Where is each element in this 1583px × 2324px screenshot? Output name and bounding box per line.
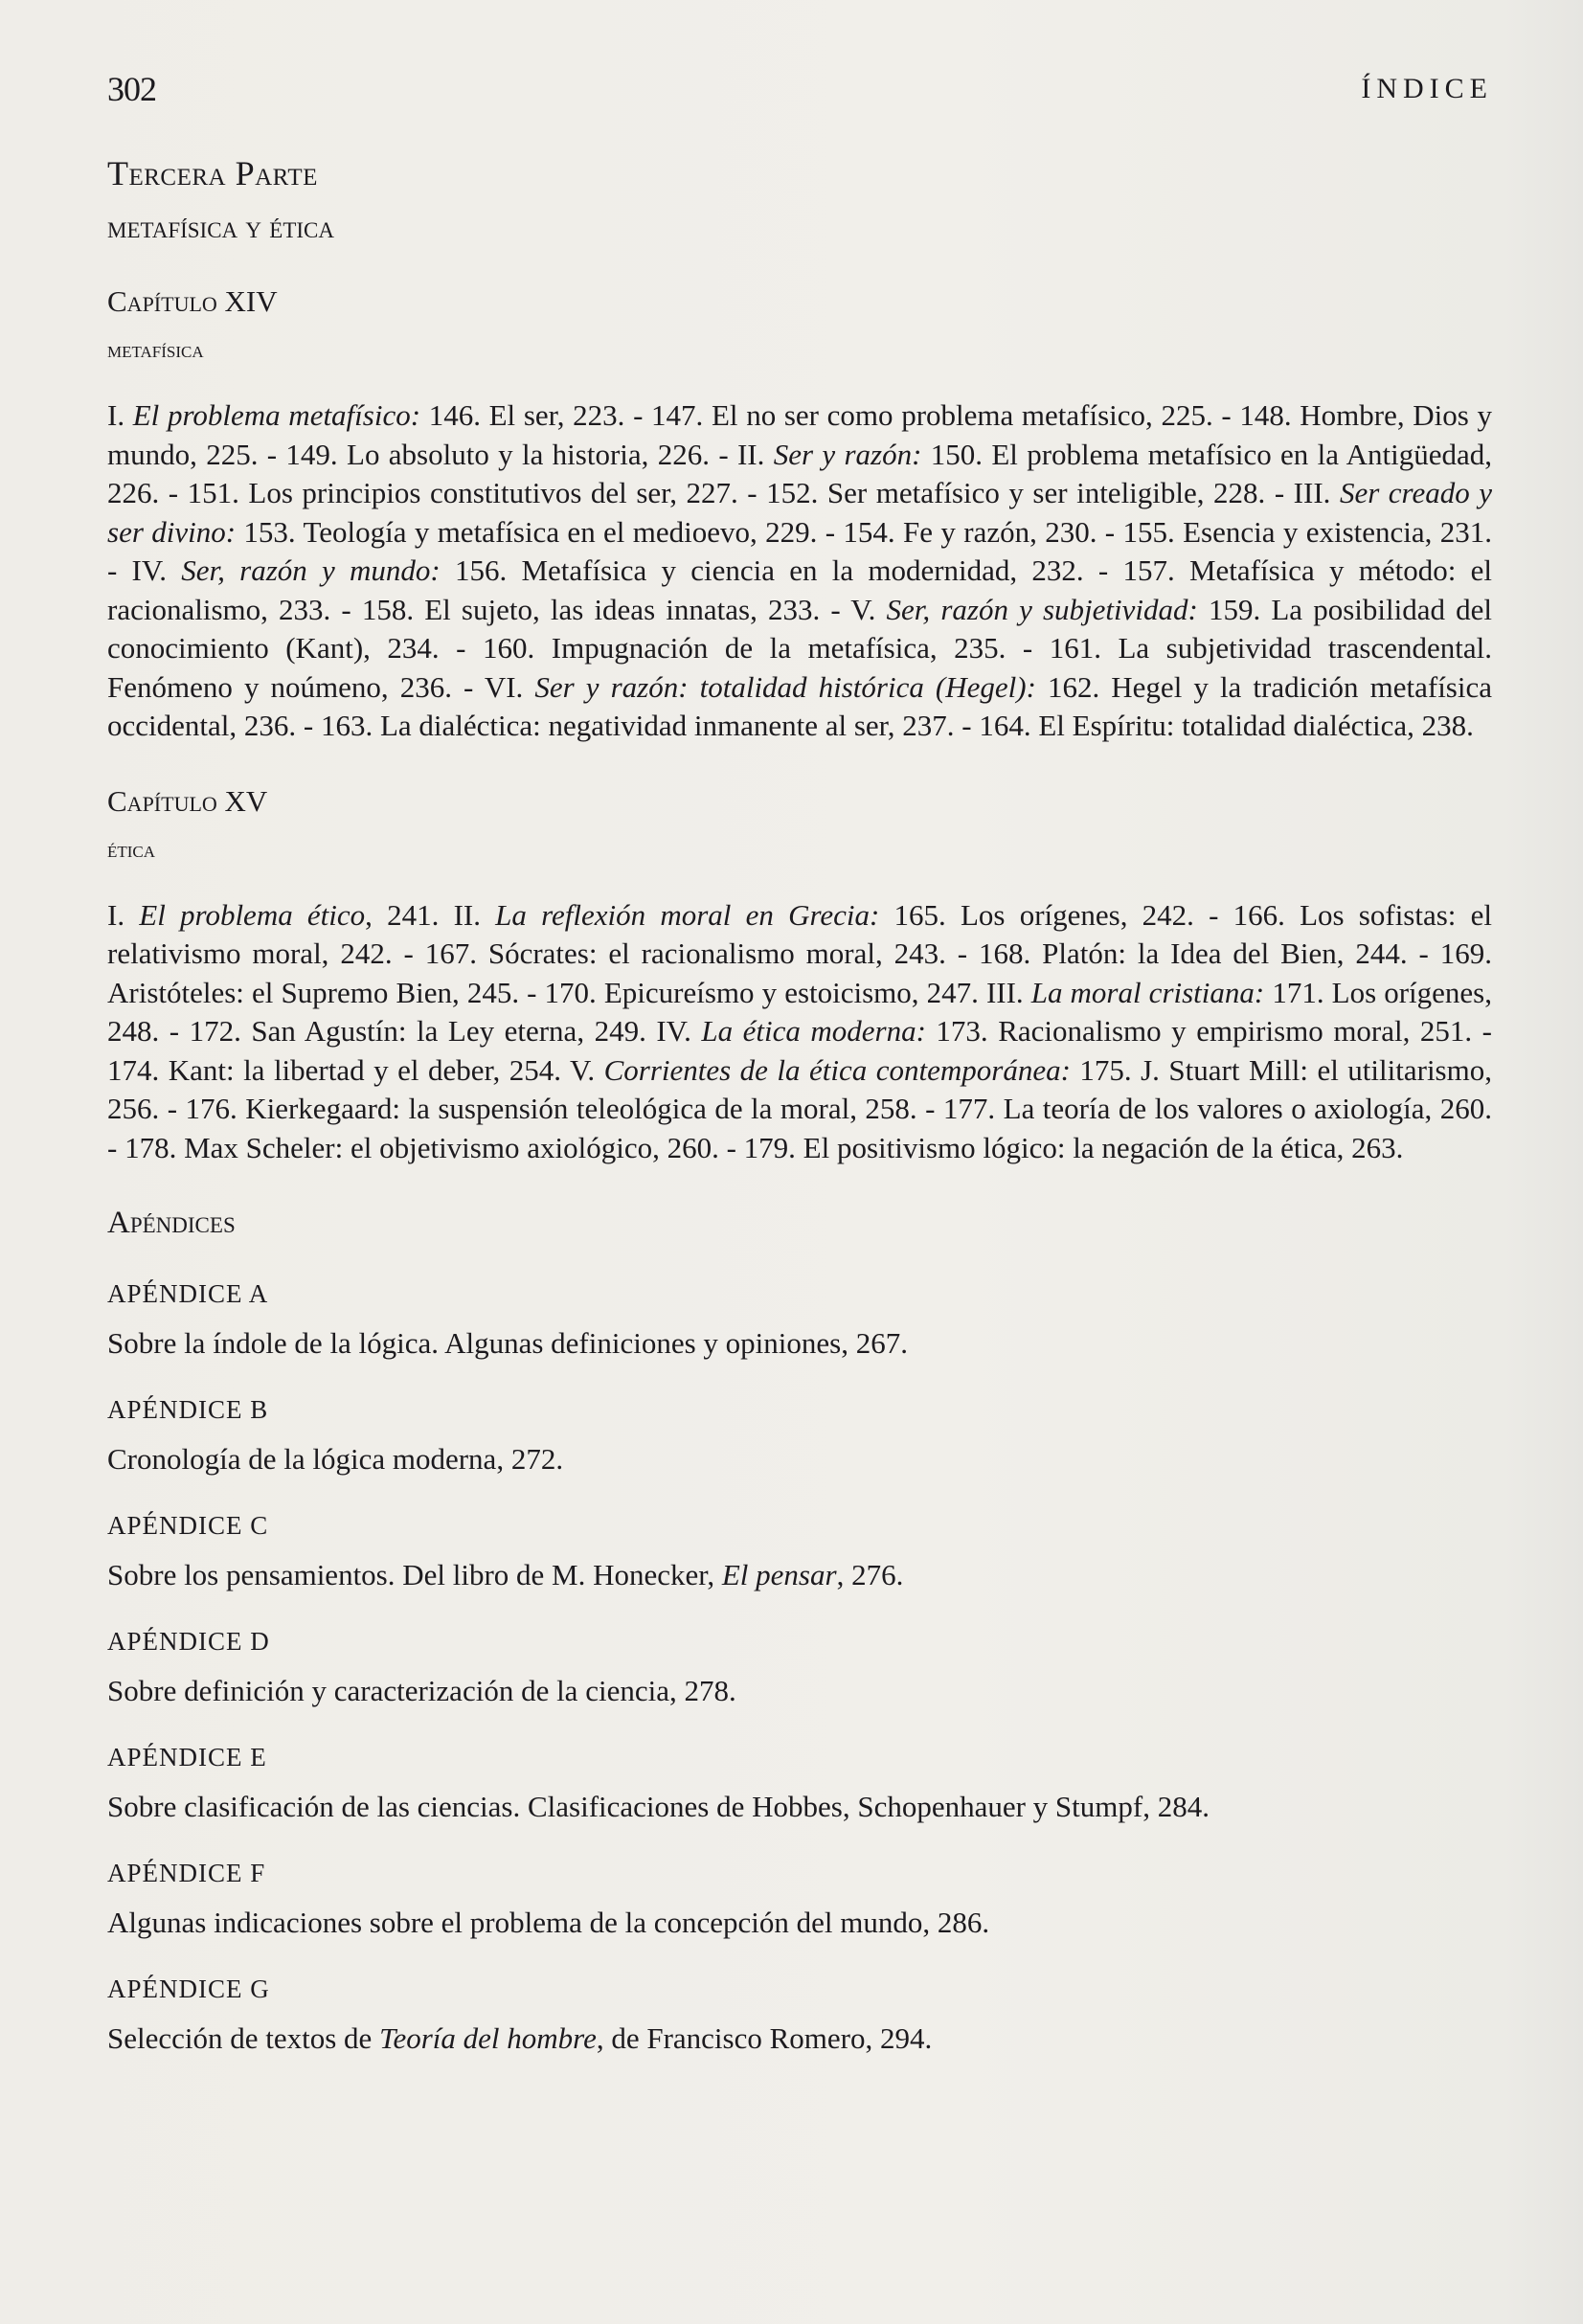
appendix-label: APÉNDICE E: [107, 1743, 267, 1771]
italic-heading-run: El pensar: [721, 1558, 837, 1591]
text-run: Sobre la índole de la lógica. Algunas definiciones y opiniones, 267.: [107, 1326, 908, 1360]
text-run: , 276.: [836, 1558, 904, 1591]
appendix-label: APÉNDICE A: [107, 1279, 269, 1308]
chapter-subtitle: ética: [107, 837, 156, 863]
appendix-label: APÉNDICE D: [107, 1627, 270, 1656]
italic-heading-run: El problema ético: [139, 897, 366, 932]
appendix-label: APÉNDICE G: [107, 1974, 270, 2003]
appendix-label: APÉNDICE C: [107, 1511, 269, 1540]
italic-heading-run: El problema metafísico:: [132, 398, 421, 432]
italic-heading-run: La ética moderna:: [701, 1014, 926, 1048]
text-run: Sobre los pensamientos. Del libro de M. Honecker,: [107, 1558, 722, 1591]
text-run: 165. Los orígenes, 242. - 166. Los sofistas: el relativismo moral, 242. - 167. Sócrates: el racionalismo moral, 243. - 168. Platón: la Idea del Bien, 244. - 169. Aristóteles: el Supremo Bien, 245. - 170. Epicureísmo y estoicismo, 247. III.: [107, 897, 1492, 1009]
text-run: I.: [107, 897, 140, 932]
text-run: Sobre clasificación de las ciencias. Clasificaciones de Hobbes, Schopenhauer y Stumpf, 284.: [107, 1790, 1210, 1823]
text-run: 159. La posibilidad del conocimiento (Kant), 234. - 160. Impugnación de la metafísica, 235. - 161. La subjetividad trascendental. Fenómeno y noúmeno, 236. - VI.: [107, 592, 1492, 704]
running-title: ÍNDICE: [1361, 73, 1493, 104]
appendix-f: [107, 1859, 1492, 1940]
text-run: I.: [107, 398, 133, 432]
part-subtitle: metafísica y ética: [107, 211, 334, 245]
text-run: , 241. II.: [365, 897, 496, 932]
italic-heading-run: Ser y razón:: [773, 437, 922, 471]
chapter-title: Capítulo XV: [107, 783, 268, 818]
appendix-d: [107, 1627, 1492, 1708]
italic-heading-run: La moral cristiana:: [1030, 975, 1265, 1009]
text-run: 150. El problema metafísico en la Antigüedad, 226. - 151. Los principios constitutivos del ser, 227. - 152. Ser metafísico y ser inteligible, 228. - III.: [107, 437, 1492, 509]
appendix-entry: [107, 1674, 1492, 1708]
appendix-entry: [107, 1558, 1492, 1592]
appendix-b: [107, 1395, 1492, 1477]
text-run: , de Francisco Romero, 294.: [596, 2021, 933, 2055]
index-content: [107, 153, 1492, 2090]
italic-heading-run: Teoría del hombre: [379, 2021, 597, 2055]
appendices-title: Apéndices: [107, 1206, 236, 1240]
chapter-xv: [107, 784, 1492, 1168]
text-run: 156. Metafísica y ciencia en la modernidad, 232. - 157. Metafísica y método: el racionalismo, 233. - 158. El sujeto, las ideas innatas, 233. - V.: [107, 553, 1492, 626]
text-run: 175. J. Stuart Mill: el utilitarismo, 256. - 176. Kierkegaard: la suspensión teleológica de la moral, 258. - 177. La teoría de los valores o axiología, 260. - 178. Max Scheler: el objetivismo axiológico, 260. - 179. El positivismo lógico: la negación de la ética, 263.: [107, 1052, 1492, 1164]
text-run: Sobre definición y caracterización de la ciencia, 278.: [107, 1674, 736, 1707]
text-run: Algunas indicaciones sobre el problema de la concepción del mundo, 286.: [107, 1906, 990, 1939]
page-number: 302: [107, 70, 156, 108]
italic-heading-run: Ser creado y ser divino:: [107, 476, 1493, 549]
chapter-subtitle: metafísica: [107, 338, 204, 363]
appendix-c: [107, 1511, 1492, 1592]
chapter-xiv: [107, 284, 1492, 746]
italic-heading-run: Corrientes de la ética contemporánea:: [603, 1052, 1071, 1087]
text-run: 146. El ser, 223. - 147. El no ser como problema metafísico, 225. - 148. Hombre, Dios y mundo, 225. - 149. Lo absoluto y la historia, 226. - II.: [107, 398, 1493, 471]
part-title: Tercera Parte: [107, 154, 318, 192]
chapter-title: Capítulo XIV: [107, 284, 278, 318]
text-run: 173. Racionalismo y empirismo moral, 251. - 174. Kant: la libertad y el deber, 254. V.: [107, 1014, 1492, 1087]
appendix-entry: [107, 1326, 1492, 1361]
appendices-section: [107, 1206, 1492, 2056]
appendix-g: [107, 1974, 1492, 2056]
appendix-a: [107, 1279, 1492, 1361]
text-run: Cronología de la lógica moderna, 272.: [107, 1442, 564, 1476]
italic-heading-run: Ser, razón y mundo:: [181, 553, 441, 587]
text-run: 153. Teología y metafísica en el medioevo, 229. - 154. Fe y razón, 230. - 155. Esencia y existencia, 231. - IV.: [107, 514, 1492, 587]
appendix-entry: [107, 2021, 1492, 2056]
text-run: Selección de textos de: [107, 2021, 380, 2055]
text-run: 171. Los orígenes, 248. - 172. San Agustín: la Ley eterna, 249. IV.: [107, 975, 1492, 1048]
chapter-entries: [107, 896, 1492, 1168]
appendix-entry: [107, 1790, 1492, 1824]
appendix-entry: [107, 1906, 1492, 1940]
appendix-e: [107, 1743, 1492, 1824]
appendix-label: APÉNDICE B: [107, 1395, 269, 1424]
chapter-entries: [107, 396, 1492, 746]
appendix-label: APÉNDICE F: [107, 1859, 266, 1887]
italic-heading-run: Ser y razón: totalidad histórica (Hegel):: [534, 669, 1036, 704]
running-head: [107, 69, 1493, 117]
italic-heading-run: Ser, razón y subjetividad:: [886, 592, 1198, 626]
appendix-entry: [107, 1442, 1492, 1477]
text-run: 162. Hegel y la tradición metafísica occidental, 236. - 163. La dialéctica: negatividad inmanente al ser, 237. - 164. El Espíritu: totalidad dialéctica, 238.: [107, 669, 1492, 742]
italic-heading-run: La reflexión moral en Grecia:: [495, 897, 880, 932]
